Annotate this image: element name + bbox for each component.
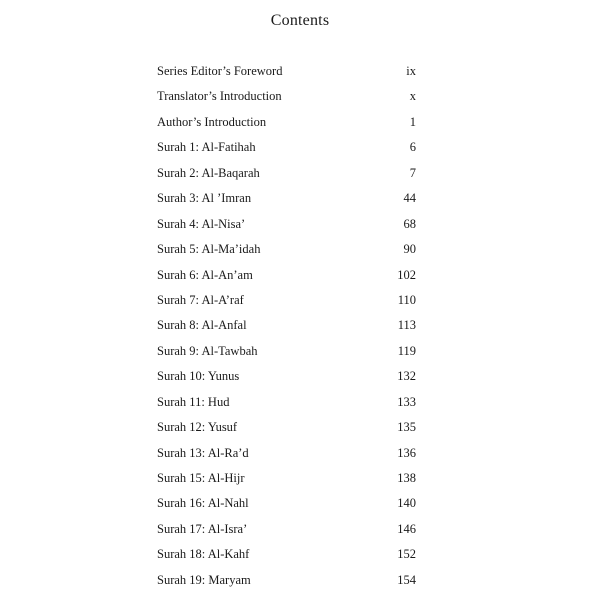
toc-entry-label: Surah 18: Al-Kahf	[157, 547, 250, 562]
toc-entry-label: Surah 3: Al ’Imran	[157, 191, 252, 206]
toc-entry	[157, 419, 416, 444]
toc-entry-label: Surah 12: Yusuf	[157, 420, 238, 435]
toc-entry	[157, 292, 416, 317]
toc-entry-label: Surah 19: Maryam	[157, 572, 251, 587]
toc-entry-label: Surah 4: Al-Nisa’	[157, 216, 246, 231]
toc-entry	[157, 368, 416, 393]
toc-entry-page-number: 7	[409, 165, 416, 180]
toc-entry	[157, 165, 416, 190]
toc-entry-page-number: 113	[397, 318, 416, 333]
toc-entry-page-number: 6	[409, 140, 416, 155]
toc-entry	[157, 521, 416, 546]
toc-entry	[157, 495, 416, 520]
toc-entry-label: Surah 5: Al-Ma’idah	[157, 242, 261, 257]
toc-entry-label: Author’s Introduction	[157, 114, 267, 129]
toc-entry	[157, 114, 416, 139]
toc-entry	[157, 267, 416, 292]
toc-entry-page-number: 102	[397, 267, 416, 282]
toc-entry	[157, 572, 416, 597]
toc-entry-label: Surah 17: Al-Isra’	[157, 521, 248, 536]
toc-entry-page-number: 1	[409, 114, 416, 129]
toc-entry-label: Surah 15: Al-Hijr	[157, 471, 245, 485]
toc-entry-page-number: 119	[397, 343, 416, 358]
toc-entry	[157, 63, 416, 88]
table-of-contents	[157, 63, 416, 597]
toc-entry	[157, 317, 416, 342]
toc-entry-label: Surah 6: Al-An’am	[157, 267, 253, 282]
toc-entry-label: Translator’s Introduction	[157, 89, 282, 104]
toc-entry	[157, 88, 416, 113]
toc-entry-label: Surah 10: Yunus	[157, 369, 240, 384]
toc-entry	[157, 343, 416, 368]
toc-entry	[157, 546, 416, 571]
toc-entry-page-number: ix	[406, 64, 416, 78]
toc-entry-page-number: 154	[397, 572, 416, 587]
toc-entry	[157, 470, 416, 495]
toc-entry-page-number: 152	[397, 547, 416, 562]
toc-entry	[157, 216, 416, 241]
page-title: Contents	[270, 12, 330, 29]
toc-entry-page-number: 44	[403, 191, 416, 206]
toc-entry	[157, 241, 416, 266]
toc-entry-label: Surah 7: Al-A’raf	[157, 292, 244, 307]
toc-entry-label: Surah 1: Al-Fatihah	[157, 140, 256, 155]
toc-entry-page-number: 146	[397, 521, 416, 536]
toc-entry	[157, 445, 416, 470]
toc-entry-page-number: 133	[397, 394, 416, 409]
toc-entry	[157, 190, 416, 215]
toc-entry-page-number: 132	[397, 369, 416, 384]
toc-entry-page-number: 140	[397, 496, 416, 511]
toc-entry-page-number: 135	[397, 420, 416, 435]
toc-entry-page-number: x	[409, 89, 416, 104]
toc-entry-page-number: 138	[397, 471, 416, 485]
toc-entry-label: Surah 16: Al-Nahl	[157, 496, 249, 511]
toc-entry-page-number: 110	[397, 292, 416, 307]
toc-entry-page-number: 68	[403, 216, 416, 231]
toc-entry-label: Surah 13: Al-Ra’d	[157, 445, 249, 460]
toc-entry-label: Surah 2: Al-Baqarah	[157, 165, 260, 180]
toc-entry	[157, 394, 416, 419]
toc-entry	[157, 139, 416, 164]
toc-entry-label: Surah 9: Al-Tawbah	[157, 343, 258, 358]
toc-entry-page-number: 136	[397, 445, 416, 460]
toc-entry-page-number: 90	[403, 242, 416, 257]
toc-entry-label: Surah 11: Hud	[157, 394, 230, 409]
toc-entry-label: Surah 8: Al-Anfal	[157, 318, 247, 333]
toc-entry-label: Series Editor’s Foreword	[157, 64, 283, 78]
